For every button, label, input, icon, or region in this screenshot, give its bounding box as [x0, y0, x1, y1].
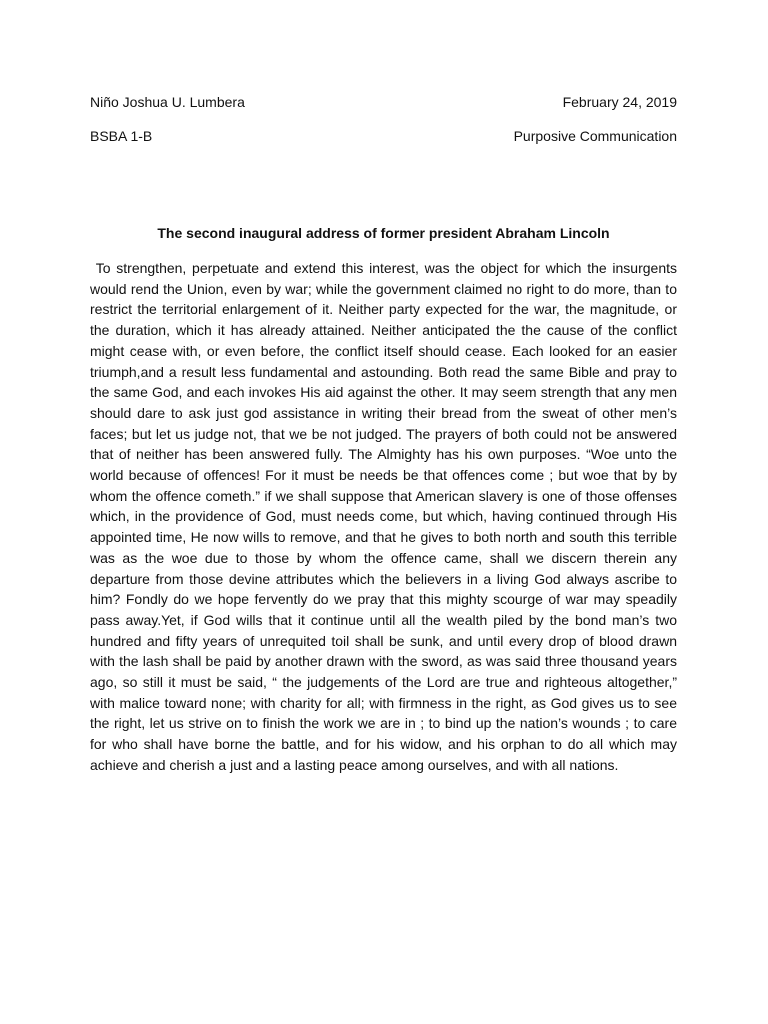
class-section: BSBA 1-B [90, 128, 153, 144]
header-row-2 [90, 127, 677, 145]
course-name: Purposive Communication [513, 128, 677, 144]
document-date: February 24, 2019 [562, 94, 677, 110]
body-text: To strengthen, perpetuate and extend this interest, was the object for which the insurgents would rend the Union, even by war; while the government claimed no right to do more, than to restrict the territorial enlargement of it. Neither party expected for the war, the magnitude, or the duration, which it has already attained. Neither anticipated the the cause of the conflict might cease with, or even before, the conflict itself should cease. Each looked for an easier triumph,and a result less fundamental and astounding. Both read the same Bible and pray to the same God, and each invokes His aid against the other. It may seem strength that any men should dare to ask just god assistance in writing their bread from the sweat of other men’s faces; but let us judge not, that we be not judged. The prayers of both could not be answered that of neither has been answered fully. The Almighty has his own purposes. “Woe unto the world because of offences! For it must be needs be that offences come ; but woe that by by whom the offence cometh.” if we shall suppose that American slavery is one of those offenses which, in the providence of God, must needs come, but which, having continued through His appointed time, He now wills to remove, and that he gives to both north and south this terrible was as the woe due to those by whom the offence came, shall we discern therein any departure from those devine attributes which the believers in a living God always ascribe to him? Fondly do we hope fervently do we pray that this mighty scourge of war may speadily pass away.Yet, if God wills that it continue until all the wealth piled by the bond man’s two hundred and fifty years of unrequited toil shall be sunk, and until every drop of blood drawn with the lash shall be paid by another drawn with the sword, as was said three thousand years ago, so still it must be said, “ the judgements of the Lord are true and righteous altogether,” with malice toward none; with charity for all; with firmness in the right, as God gives us to see the right, let us strive on to finish the work we are in ; to bind up the nation’s wounds ; to care for who shall have borne the battle, and for his widow, and his orphan to do all which may achieve and cherish a just and a lasting peace among ourselves, and with all nations. [90, 260, 681, 773]
author-name: Niño Joshua U. Lumbera [90, 94, 245, 110]
body-paragraph [90, 258, 681, 776]
header-row-1 [90, 93, 677, 111]
document-title: The second inaugural address of former president Abraham Lincoln [157, 225, 610, 241]
